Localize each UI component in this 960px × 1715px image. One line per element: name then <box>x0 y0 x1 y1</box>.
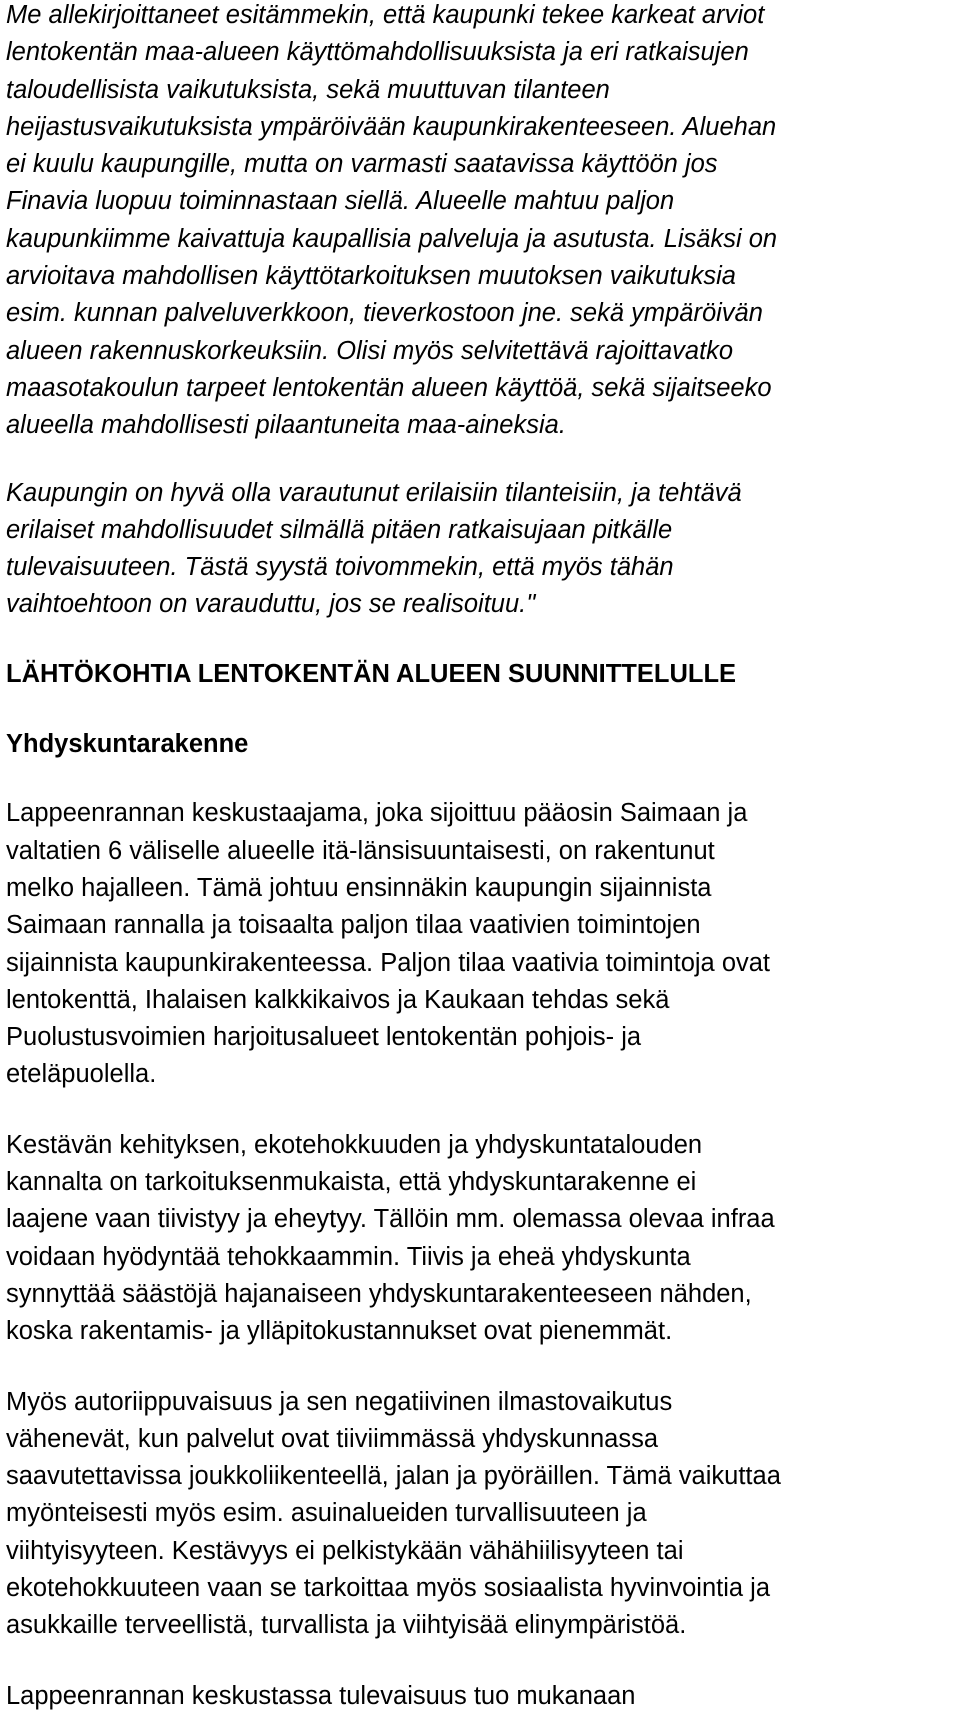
text-line: heijastusvaikutuksista ympäröivään kaupunkirakenteeseen. Aluehan <box>6 112 777 141</box>
text-line: Saimaan rannalla ja toisaalta paljon tilaa vaativien toimintojen <box>6 911 701 940</box>
paragraph-gap <box>6 1094 956 1127</box>
text-line: erilaiset mahdollisuudet silmällä pitäen ratkaisujaan pitkälle <box>6 515 673 544</box>
body-paragraph-4 <box>6 1678 956 1715</box>
body-paragraph-1 <box>6 795 956 1093</box>
text-line: ei kuulu kaupungille, mutta on varmasti saatavissa käyttöön jos <box>6 150 718 179</box>
text-line: viihtyisyyteen. Kestävyys ei pelkistykään vähähiilisyyteen tai <box>6 1536 684 1565</box>
text-line: maasotakoulun tarpeet lentokentän alueen käyttöä, sekä sijaitseeko <box>6 373 772 402</box>
text-line: Puolustusvoimien harjoitusalueet lentokentän pohjois- ja <box>6 1023 642 1052</box>
text-line: lentokentän maa-alueen käyttömahdollisuuksista ja eri ratkaisujen <box>6 38 749 67</box>
text-line: melko hajalleen. Tämä johtuu ensinnäkin kaupungin sijainnista <box>6 873 712 902</box>
paragraph-gap <box>6 1645 956 1678</box>
text-line: eteläpuolella. <box>6 1060 157 1089</box>
quote-paragraph-2 <box>6 475 956 624</box>
text-line: valtatien 6 väliselle alueelle itä-länsisuuntaisesti, on rakentunut <box>6 836 715 865</box>
text-line: myönteisesti myös esim. asuinalueiden turvallisuuteen ja <box>6 1499 647 1528</box>
paragraph-gap <box>6 693 956 726</box>
text-line: saavutettavissa joukkoliikenteellä, jalan ja pyöräillen. Tämä vaikuttaa <box>6 1462 781 1491</box>
text-line: alueen rakennuskorkeuksiin. Olisi myös selvitettävä rajoittavatko <box>6 336 734 365</box>
text-line: vaihtoehtoon on varauduttu, jos se realisoituu." <box>6 590 536 619</box>
sub-heading: Yhdyskuntarakenne <box>6 730 249 759</box>
text-line: sijainnista kaupunkirakenteessa. Paljon tilaa vaativia toimintoja ovat <box>6 948 771 977</box>
text-line: arvioitava mahdollisen käyttötarkoituksen muutoksen vaikutuksia <box>6 262 736 291</box>
text-line: synnyttää säästöjä hajanaiseen yhdyskuntarakenteeseen nähden, <box>6 1279 752 1308</box>
text-line: Me allekirjoittaneet esitämmekin, että kaupunki tekee karkeat arviot <box>6 1 765 29</box>
text-line: kannalta on tarkoituksenmukaista, että yhdyskuntarakenne ei <box>6 1168 697 1197</box>
text-line: asukkaille terveellistä, turvallista ja viihtyisää elinympäristöä. <box>6 1611 687 1640</box>
paragraph-gap <box>6 445 956 475</box>
text-line: esim. kunnan palveluverkkoon, tieverkostoon jne. sekä ympäröivän <box>6 299 763 328</box>
text-line: Lappeenrannan keskustassa tulevaisuus tuo mukanaan <box>6 1681 636 1710</box>
text-line: lentokenttä, Ihalaisen kalkkikaivos ja Kaukaan tehdas sekä <box>6 985 670 1014</box>
text-line: tulevaisuuteen. Tästä syystä toivommekin, että myös tähän <box>6 553 674 582</box>
text-line: koska rakentamis- ja ylläpitokustannukset ovat pienemmät. <box>6 1317 673 1346</box>
text-line: alueella mahdollisesti pilaantuneita maa-aineksia. <box>6 411 566 440</box>
text-line: taloudellisista vaikutuksista, sekä muuttuvan tilanteen <box>6 75 610 104</box>
text-line: Kestävän kehityksen, ekotehokkuuden ja yhdyskuntatalouden <box>6 1130 703 1159</box>
document-page <box>6 0 956 1715</box>
text-line: Myös autoriippuvaisuus ja sen negatiivinen ilmastovaikutus <box>6 1387 673 1416</box>
text-line: Lappeenrannan keskustaajama, joka sijoittuu pääosin Saimaan ja <box>6 799 748 828</box>
text-line: laajene vaan tiivistyy ja eheytyy. Tällöin mm. olemassa olevaa infraa <box>6 1205 775 1234</box>
body-paragraph-2 <box>6 1127 956 1351</box>
main-heading: LÄHTÖKOHTIA LENTOKENTÄN ALUEEN SUUNNITTELULLE <box>6 659 737 688</box>
paragraph-gap <box>6 624 956 656</box>
paragraph-gap <box>6 763 956 795</box>
text-line: Finavia luopuu toiminnastaan siellä. Alueelle mahtuu paljon <box>6 187 675 216</box>
quote-paragraph-1 <box>6 0 956 445</box>
text-line: voidaan hyödyntää tehokkaammin. Tiivis ja eheä yhdyskunta <box>6 1242 691 1271</box>
body-paragraph-3 <box>6 1384 956 1645</box>
text-line: vähenevät, kun palvelut ovat tiiviimmässä yhdyskunnassa <box>6 1424 659 1453</box>
paragraph-gap <box>6 1351 956 1384</box>
text-line: Kaupungin on hyvä olla varautunut erilaisiin tilanteisiin, ja tehtävä <box>6 478 742 507</box>
text-line: kaupunkiimme kaivattuja kaupallisia palveluja ja asutusta. Lisäksi on <box>6 224 778 253</box>
text-line: ekotehokkuuteen vaan se tarkoittaa myös sosiaalista hyvinvointia ja <box>6 1573 771 1602</box>
